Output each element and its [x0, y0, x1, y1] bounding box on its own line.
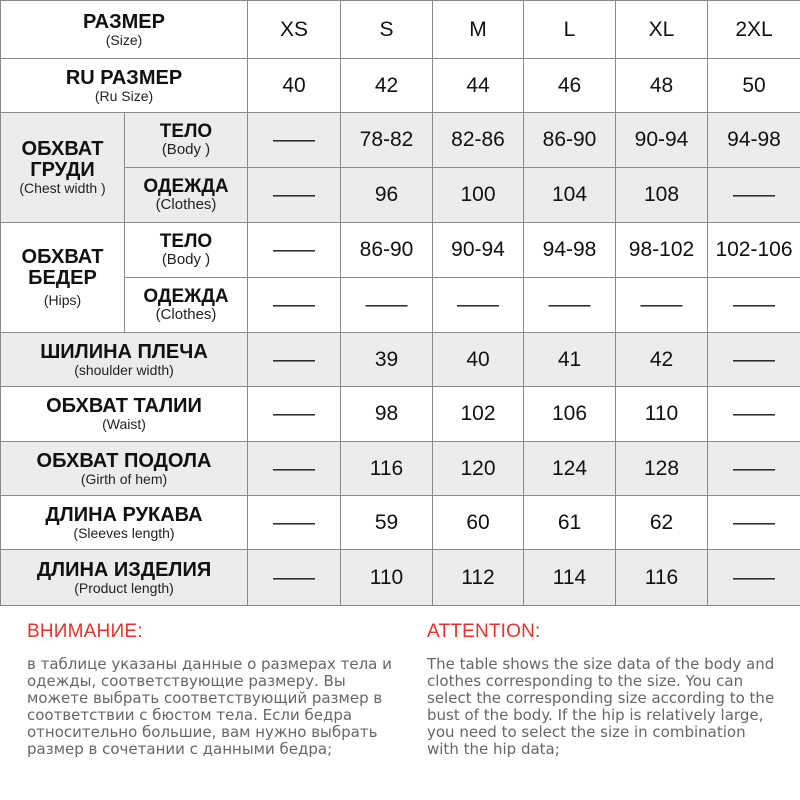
chest-label-en: (Chest width ): [19, 180, 106, 197]
length-value: 114: [524, 550, 616, 606]
hips-clothes-value: ——: [248, 278, 341, 333]
size-header-cell: [1, 1, 248, 59]
ru-size-label-en: (Ru Size): [94, 87, 154, 104]
hem-label-ru: ОБХВАТ ПОДОЛА: [36, 449, 212, 472]
hips-label-ru-1: ОБХВАТ: [21, 246, 104, 269]
hips-clothes-label-cell: [125, 278, 248, 333]
waist-label-ru: ОБХВАТ ТАЛИИ: [46, 395, 202, 418]
size-label-en: (Size): [105, 31, 143, 48]
attention-title-en: ATTENTION:: [427, 621, 541, 642]
shoulder-value: ——: [248, 333, 341, 387]
chest-clothes-label-ru: ОДЕЖДА: [143, 176, 229, 198]
waist-value: ——: [708, 387, 800, 442]
chest-clothes-value: 104: [524, 168, 616, 223]
length-label-ru: ДЛИНА ИЗДЕЛИЯ: [36, 558, 212, 581]
hips-body-label-ru: ТЕЛО: [159, 231, 213, 253]
chest-label-cell: [1, 113, 125, 223]
waist-label-cell: [1, 387, 248, 442]
chest-body-value: 78-82: [341, 113, 433, 168]
chest-clothes-label-en: (Clothes): [155, 196, 217, 214]
length-value: 110: [341, 550, 433, 606]
size-xl: XL: [616, 1, 708, 59]
chest-body-value: 90-94: [616, 113, 708, 168]
hips-body-label-en: (Body ): [161, 251, 211, 269]
hips-label-cell: [1, 223, 125, 333]
chest-body-label-ru: ТЕЛО: [159, 121, 213, 143]
ru-size-value: 48: [616, 59, 708, 113]
size-label-ru: РАЗМЕР: [83, 10, 165, 33]
hips-clothes-value: ——: [341, 278, 433, 333]
hem-value: ——: [708, 442, 800, 496]
shoulder-value: 40: [433, 333, 524, 387]
attention-title-ru: ВНИМАНИЕ:: [27, 621, 143, 642]
waist-value: 106: [524, 387, 616, 442]
attention-note-ru: [27, 606, 397, 758]
sleeves-value: 62: [616, 496, 708, 550]
hem-value: 120: [433, 442, 524, 496]
hips-clothes-label-en: (Clothes): [155, 306, 217, 324]
hips-body-value: 98-102: [616, 223, 708, 278]
sleeves-label-ru: ДЛИНА РУКАВА: [45, 503, 203, 526]
waist-value: ——: [248, 387, 341, 442]
length-value: 112: [433, 550, 524, 606]
sleeves-row: [1, 496, 800, 550]
ru-size-label-cell: [1, 59, 248, 113]
hips-clothes-value: ——: [433, 278, 524, 333]
shoulder-value: ——: [708, 333, 800, 387]
shoulder-label-ru: ШИЛИНА ПЛЕЧА: [40, 340, 208, 363]
hem-label-en: (Girth of hem): [80, 470, 168, 487]
attention-text-ru: в таблице указаны данные о размерах тела и одежды, соответствующие размеру. Вы можете выбрать соответствующий размер в соответствии с бюстом тела. Если бедра относительно большие, вам нужно выбрать размер в сочетании с данными бедра;: [27, 655, 392, 758]
size-l: L: [524, 1, 616, 59]
shoulder-label-cell: [1, 333, 248, 387]
length-label-en: (Product length): [74, 579, 174, 596]
attention-note-en: [427, 606, 777, 758]
length-value: ——: [248, 550, 341, 606]
hips-label-en: (Hips): [43, 292, 82, 309]
ru-size-value: 50: [708, 59, 800, 113]
chest-body-value: ——: [248, 113, 341, 168]
sleeves-value: 59: [341, 496, 433, 550]
sleeves-value: ——: [708, 496, 800, 550]
hips-body-value: 94-98: [524, 223, 616, 278]
hips-body-value: 102-106: [708, 223, 800, 278]
hips-label-ru-2: БЕДЕР: [28, 267, 97, 290]
chest-body-value: 86-90: [524, 113, 616, 168]
size-xs: XS: [248, 1, 341, 59]
size-s: S: [341, 1, 433, 59]
ru-size-label-ru: RU РАЗМЕР: [65, 66, 183, 89]
hem-value: 128: [616, 442, 708, 496]
length-value: ——: [708, 550, 800, 606]
hem-value: 116: [341, 442, 433, 496]
hips-clothes-value: ——: [524, 278, 616, 333]
hips-body-value: ——: [248, 223, 341, 278]
waist-row: [1, 387, 800, 442]
ru-size-value: 44: [433, 59, 524, 113]
chest-label-ru-1: ОБХВАТ: [21, 138, 104, 161]
waist-value: 102: [433, 387, 524, 442]
shoulder-value: 41: [524, 333, 616, 387]
shoulder-value: 39: [341, 333, 433, 387]
chest-body-value: 82-86: [433, 113, 524, 168]
chest-clothes-value: 96: [341, 168, 433, 223]
shoulder-value: 42: [616, 333, 708, 387]
hips-clothes-value: ——: [708, 278, 800, 333]
ru-size-row: [1, 59, 800, 113]
hem-value: 124: [524, 442, 616, 496]
size-2xl: 2XL: [708, 1, 800, 59]
sleeves-value: 60: [433, 496, 524, 550]
ru-size-value: 42: [341, 59, 433, 113]
hips-body-row: [1, 223, 800, 278]
hem-value: ——: [248, 442, 341, 496]
hips-body-value: 86-90: [341, 223, 433, 278]
chest-clothes-label-cell: [125, 168, 248, 223]
length-row: [1, 550, 800, 606]
hips-clothes-label-ru: ОДЕЖДА: [143, 286, 229, 308]
length-label-cell: [1, 550, 248, 606]
chest-body-label-en: (Body ): [161, 141, 211, 159]
size-m: M: [433, 1, 524, 59]
shoulder-row: [1, 333, 800, 387]
sleeves-label-cell: [1, 496, 248, 550]
chest-clothes-value: ——: [708, 168, 800, 223]
sleeves-value: ——: [248, 496, 341, 550]
waist-value: 98: [341, 387, 433, 442]
hem-row: [1, 442, 800, 496]
waist-value: 110: [616, 387, 708, 442]
chest-clothes-value: ——: [248, 168, 341, 223]
chest-body-value: 94-98: [708, 113, 800, 168]
chest-body-label-cell: [125, 113, 248, 168]
hips-body-label-cell: [125, 223, 248, 278]
chest-body-row: [1, 113, 800, 168]
length-value: 116: [616, 550, 708, 606]
chest-clothes-value: 108: [616, 168, 708, 223]
hips-body-value: 90-94: [433, 223, 524, 278]
shoulder-label-en: (shoulder width): [74, 361, 174, 378]
waist-label-en: (Waist): [102, 416, 146, 433]
hips-clothes-value: ——: [616, 278, 708, 333]
chest-clothes-value: 100: [433, 168, 524, 223]
attention-text-en: The table shows the size data of the body and clothes corresponding to the size. You can select the corresponding size according to the bust of the body. If the hip is relatively large, you need to select the size in combination with the hip data;: [427, 655, 775, 758]
header-row: [1, 1, 800, 59]
chest-label-ru-2: ГРУДИ: [30, 159, 95, 182]
sleeves-value: 61: [524, 496, 616, 550]
sleeves-label-en: (Sleeves length): [73, 524, 175, 541]
hem-label-cell: [1, 442, 248, 496]
ru-size-value: 46: [524, 59, 616, 113]
ru-size-value: 40: [248, 59, 341, 113]
